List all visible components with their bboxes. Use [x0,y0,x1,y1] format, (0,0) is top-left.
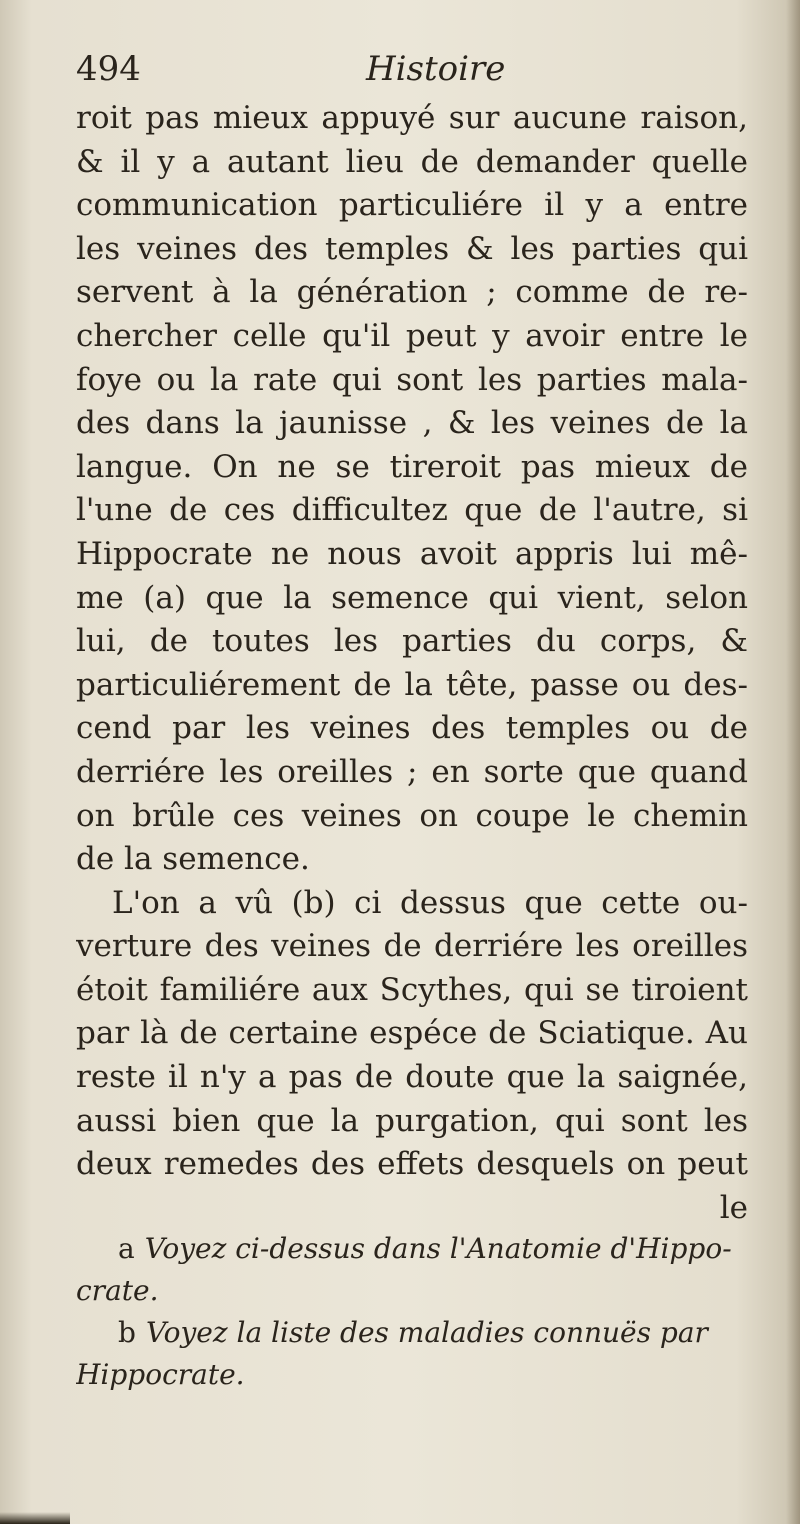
text-line: me (a) que la semence qui vient, selon [76,579,748,616]
footnote-marker: b [118,1316,136,1349]
footnote-a [76,1228,748,1270]
footnote-text: crate. [76,1274,159,1307]
footnote-text: Voyez la liste des maladies connuës par [145,1316,708,1349]
text-line: l'une de ces difficultez que de l'autre, si [76,492,748,529]
text-line: deux remedes des effets desquels on peut [76,1146,748,1183]
text-line: aussi bien que la purgation, qui sont les [76,1102,748,1139]
text-line: & il y a autant lieu de demander quelle [76,143,748,180]
text-line: les veines des temples & les parties qui [76,230,748,267]
text-line: roit pas mieux appuyé sur aucune raison, [76,100,748,136]
text-line: particuliérement de la tête, passe ou des- [76,666,748,703]
footnote-b [76,1312,748,1354]
page-corner-shadow [0,1512,70,1524]
page-header [76,46,736,92]
text-line: derriére les oreilles ; en sorte que quand [76,753,748,790]
text-line: servent à la génération ; comme de re- [76,274,748,311]
text-line: Hippocrate ne nous avoit appris lui mê- [76,535,748,572]
text-line: de la semence. [76,841,310,878]
text-line: on brûle ces veines on coupe le chemin [76,797,748,834]
footnote-text: Voyez ci-dessus dans l'Anatomie d'Hippo- [144,1232,732,1265]
page-edge-shadow [786,0,800,1524]
text-line: étoit familiére aux Scythes, qui se tiroient [76,971,748,1008]
text-line: lui, de toutes les parties du corps, & [76,623,748,660]
body-text [76,97,748,1230]
catchword: le [719,1189,748,1226]
text-line: L'on a vû (b) ci dessus que cette ou- [112,884,748,921]
page-number: 494 [76,49,141,89]
text-line: cend par les veines des temples ou de [76,710,748,747]
footnote-b-continued [76,1354,748,1396]
text-line: langue. On ne se tireroit pas mieux de [76,448,748,485]
footnote-marker: a [118,1232,135,1265]
text-line: chercher celle qu'il peut y avoir entre le [76,317,748,354]
text-line: reste il n'y a pas de doute que la saignée, [76,1059,748,1096]
text-line: des dans la jaunisse , & les veines de la [76,405,748,442]
footnote-a-continued [76,1270,748,1312]
footnotes [76,1228,748,1396]
running-title: Histoire [366,49,506,89]
text-line: par là de certaine espéce de Sciatique. Au [76,1015,748,1052]
text-line: communication particuliére il y a entre [76,187,748,224]
footnote-text: Hippocrate. [76,1358,245,1391]
text-line: verture des veines de derriére les oreilles [76,928,748,965]
text-line: foye ou la rate qui sont les parties mala- [76,361,748,398]
